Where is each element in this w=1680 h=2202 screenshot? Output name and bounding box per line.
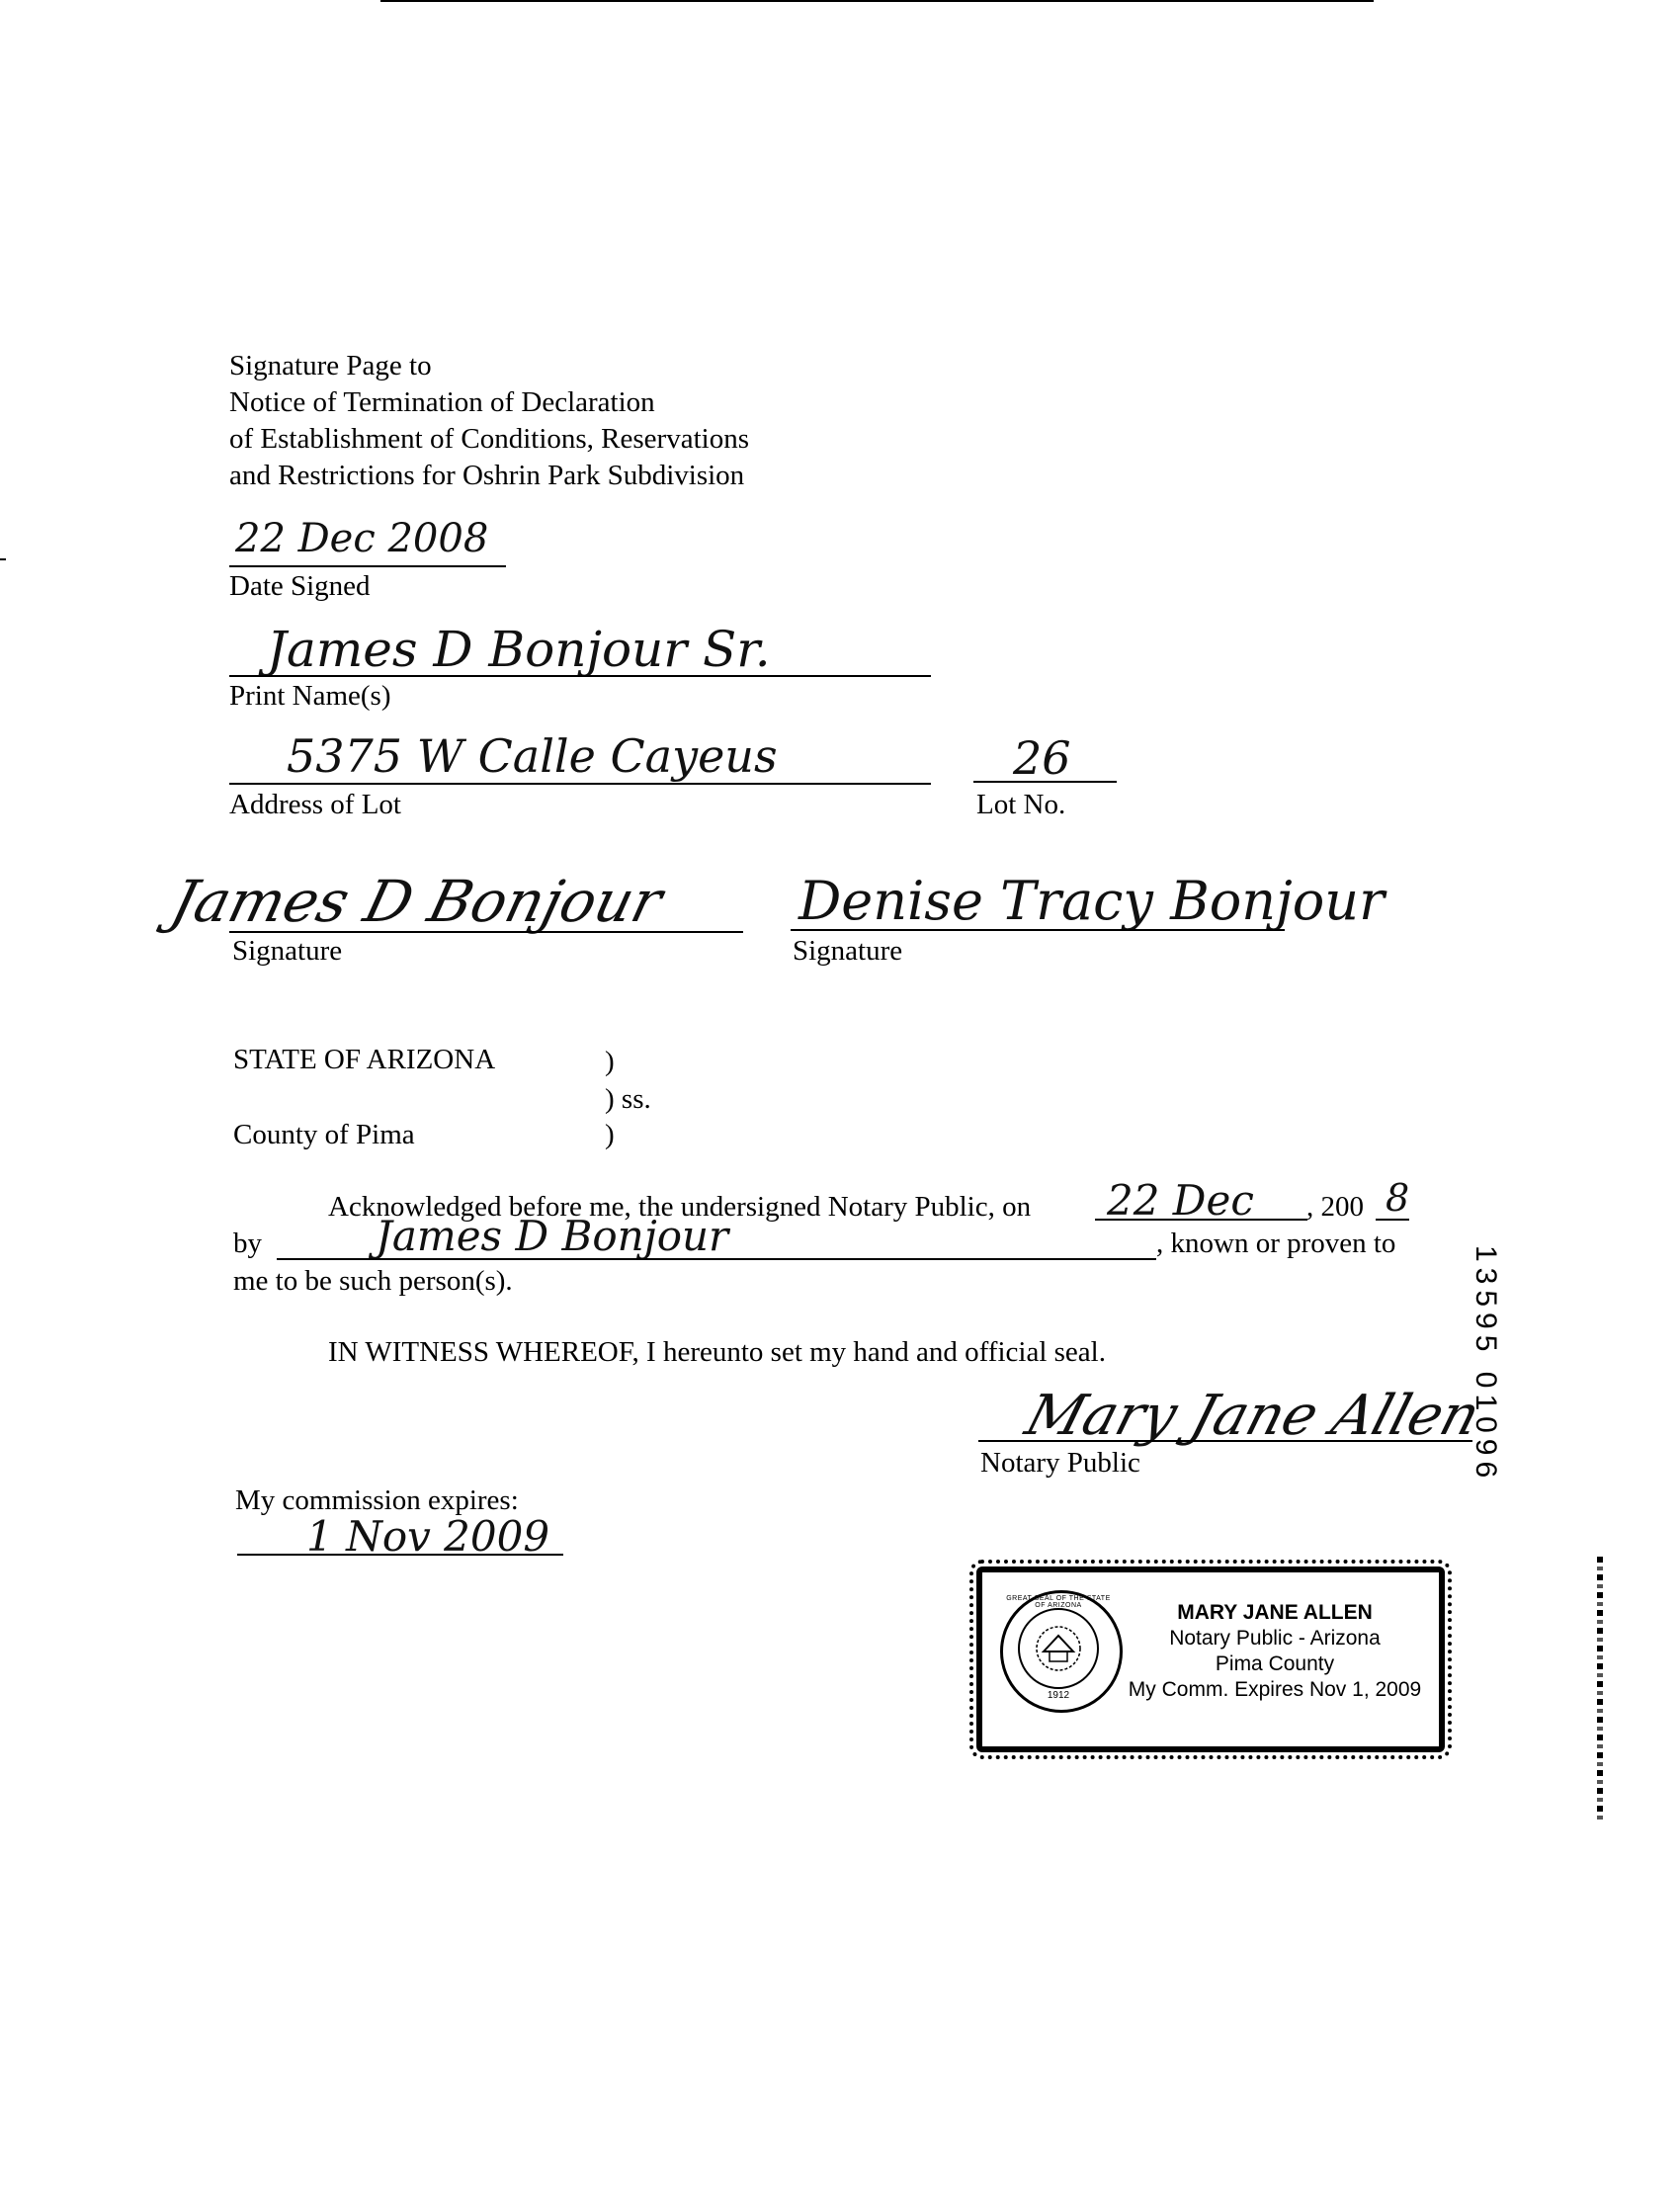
commission-label: My commission expires: [235,1484,519,1516]
document-header [229,348,749,494]
header-line-1: Signature Page to [229,350,432,381]
notary-signature-line [978,1440,1472,1442]
print-name-label: Print Name(s) [229,680,391,712]
right-signature-label: Signature [793,935,903,967]
date-signed-label: Date Signed [229,570,371,602]
ack-line-2: me to be such person(s). [233,1265,513,1297]
ack-name-line [277,1258,1156,1260]
stamp-county: Pima County [1215,1652,1335,1675]
witness-text: IN WITNESS WHEREOF, I hereunto set my hand and official seal. [328,1336,1106,1368]
print-name-line [229,675,931,677]
state-seal [1000,1590,1123,1713]
stamp-expires: My Comm. Expires Nov 1, 2009 [1128,1678,1422,1701]
header-line-2: Notice of Termination of Declaration [229,386,655,418]
notary-signature: Mary Jane Allen [1018,1384,1487,1448]
address-label: Address of Lot [229,789,401,820]
ack-known: , known or proven to [1156,1228,1396,1259]
venue-paren-2: ) ss. [605,1083,651,1115]
notary-stamp [976,1567,1445,1752]
seal-text: GREAT SEAL OF THE STATE OF ARIZONA [1006,1595,1111,1609]
ack-date-line [1095,1219,1307,1221]
ack-name-value: James D Bonjour [376,1212,729,1260]
left-edge-mark [0,558,6,560]
lot-label: Lot No. [976,789,1066,820]
date-signed-value: 22 Dec 2008 [235,516,489,561]
notary-label: Notary Public [980,1447,1140,1479]
commission-line [237,1554,563,1556]
seal-year: 1912 [1047,1690,1070,1701]
ack-by: by [233,1228,262,1259]
ack-year-line [1376,1219,1409,1221]
ack-text: Acknowledged before me, the undersigned Notary Public, on [328,1191,1032,1223]
state-label: STATE OF ARIZONA [233,1044,496,1075]
lot-value: 26 [1013,731,1071,785]
print-name-value: James D Bonjour Sr. [267,621,771,678]
ack-year-digit: 8 [1386,1176,1410,1220]
left-signature: James D Bonjour [164,868,669,935]
commission-value: 1 Nov 2009 [306,1512,550,1561]
left-signature-label: Signature [232,935,343,967]
stamp-title: Notary Public - Arizona [1169,1627,1381,1650]
lot-line [973,781,1117,783]
ack-comma-year: , 200 [1306,1191,1364,1223]
right-signature-line [791,929,1285,931]
margin-recording-number: 13595 01096 [1470,1245,1502,1484]
county-label: County of Pima [233,1119,415,1150]
header-line-4: and Restrictions for Oshrin Park Subdivision [229,460,745,491]
venue-paren-1: ) [605,1046,615,1077]
date-signed-line [229,565,506,567]
stamp-name: MARY JANE ALLEN [1177,1601,1373,1624]
ack-date-value: 22 Dec [1107,1176,1254,1225]
stamp-text-block [1121,1600,1429,1703]
top-border-line [380,0,1374,2]
venue-paren-3: ) [605,1119,615,1150]
address-value: 5375 W Calle Cayeus [287,729,778,783]
address-line [229,783,931,785]
margin-scan-mark [1597,1557,1603,1823]
right-signature: Denise Tracy Bonjour [798,870,1385,932]
header-line-3: of Establishment of Conditions, Reservations [229,423,749,455]
